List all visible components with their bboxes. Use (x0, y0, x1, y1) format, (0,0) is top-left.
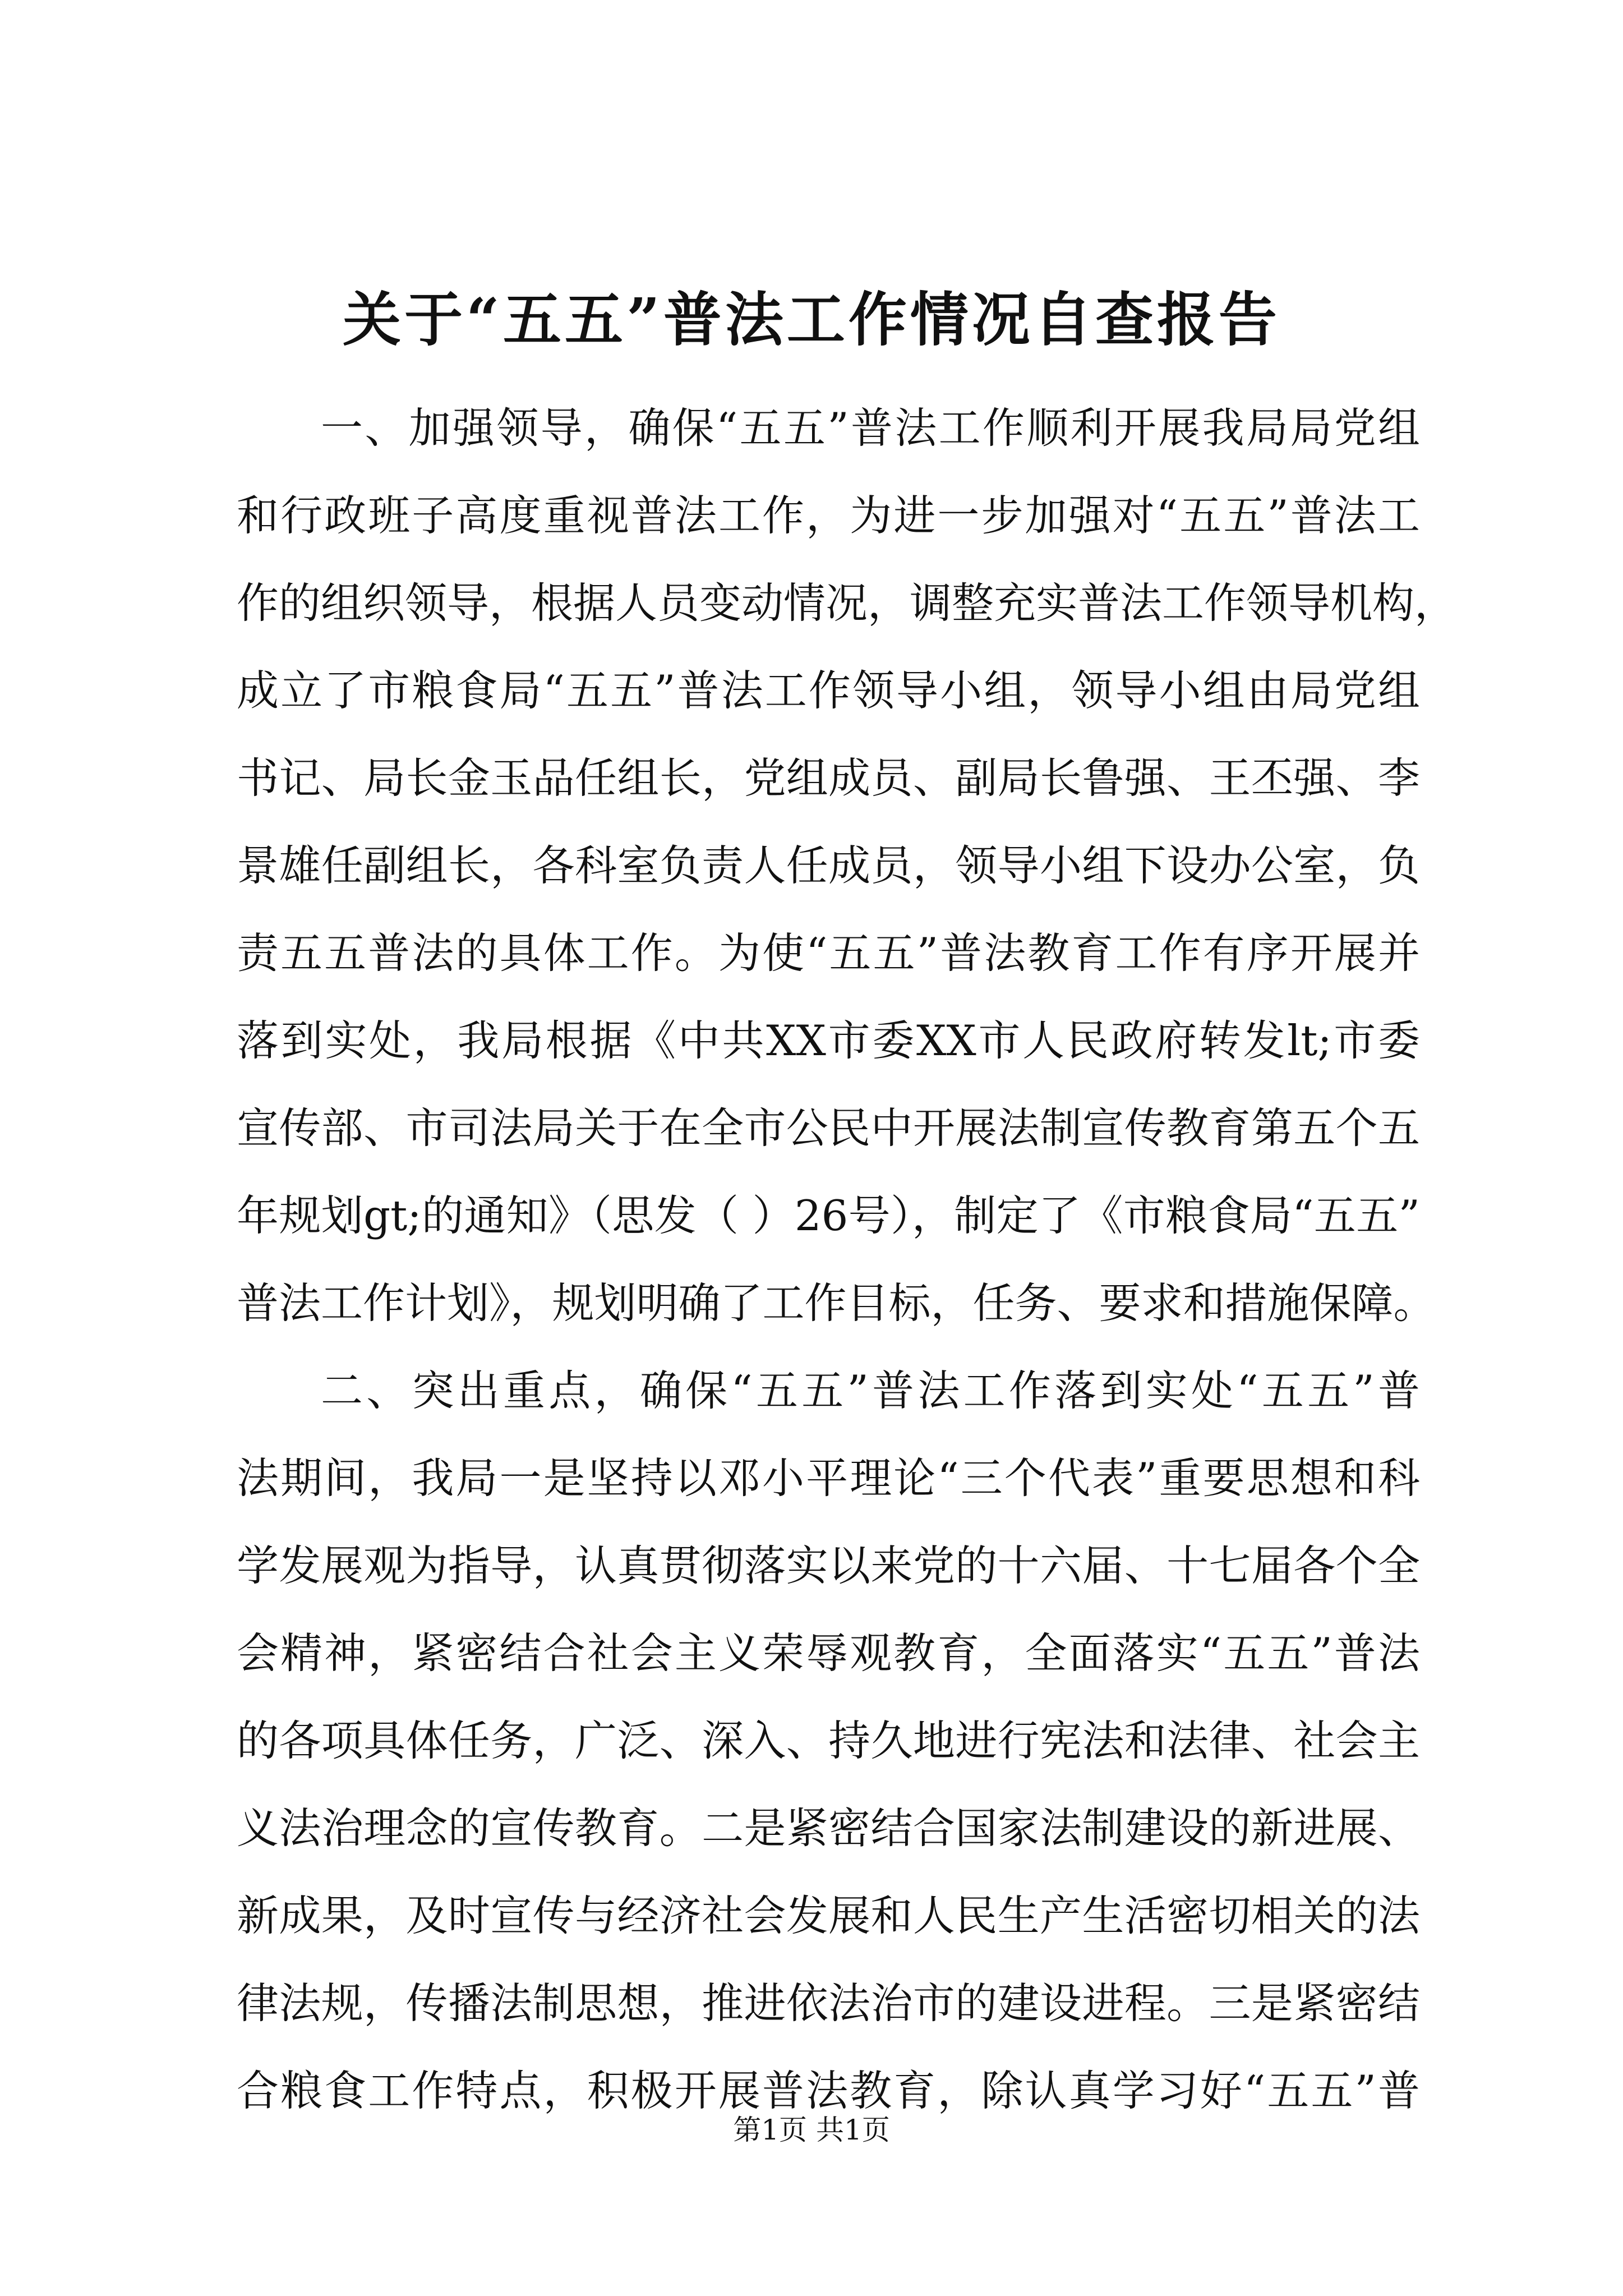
paragraph-2-line-9: 合粮食工作特点，积极开展普法教育，除认真学习好“五五”普 (237, 2066, 1420, 2115)
document-title: 关于“五五”普法工作情况自查报告 (343, 285, 1280, 354)
paragraph-2-line-4: 会精神，紧密结合社会主义荣辱观教育，全面落实“五五”普法 (237, 1628, 1420, 1678)
paragraph-1-line-4: 成立了市粮食局“五五”普法工作领导小组，领导小组由局党组 (237, 666, 1420, 715)
paragraph-2-line-8: 律法规，传播法制思想，推进依法治市的建设进程。三是紧密结 (237, 1978, 1420, 2028)
paragraph-2-line-3: 学发展观为指导，认真贯彻落实以来党的十六届、十七届各个全 (237, 1541, 1420, 1590)
paragraph-1-line-10: 年规划gt;的通知》（思发（ ）26号），制定了《市粮食局“五五” (237, 1191, 1420, 1240)
page-number-footer: 第1页 共1页 (733, 2114, 890, 2146)
paragraph-2-line-1: 二、突出重点，确保“五五”普法工作落到实处“五五”普 (321, 1366, 1420, 1415)
paragraph-1-line-9: 宣传部、市司法局关于在全市公民中开展法制宣传教育第五个五 (237, 1103, 1420, 1153)
paragraph-1-line-3: 作的组织领导，根据人员变动情况，调整充实普法工作领导机构， (237, 578, 1457, 628)
paragraph-2-line-2: 法期间，我局一是坚持以邓小平理论“三个代表”重要思想和科 (237, 1453, 1420, 1503)
paragraph-1-line-8: 落到实处，我局根据《中共XX市委XX市人民政府转发lt;市委 (237, 1016, 1420, 1065)
paragraph-1-line-5: 书记、局长金玉品任组长，党组成员、副局长鲁强、王丕强、李 (237, 753, 1420, 803)
paragraph-1-line-1: 一、加强领导，确保“五五”普法工作顺利开展我局局党组 (321, 403, 1420, 453)
paragraph-1-line-7: 责五五普法的具体工作。为使“五五”普法教育工作有序开展并 (237, 928, 1420, 978)
paragraph-2-line-5: 的各项具体任务，广泛、深入、持久地进行宪法和法律、社会主 (237, 1716, 1420, 1765)
document-body (237, 384, 1457, 2134)
paragraph-2-line-7: 新成果，及时宣传与经济社会发展和人民生产生活密切相关的法 (237, 1891, 1420, 1940)
paragraph-1-line-2: 和行政班子高度重视普法工作，为进一步加强对“五五”普法工 (237, 491, 1420, 540)
paragraph-2-line-6: 义法治理念的宣传教育。二是紧密结合国家法制建设的新进展、 (237, 1803, 1420, 1853)
paragraph-1-line-6: 景雄任副组长，各科室负责人任成员，领导小组下设办公室，负 (237, 841, 1420, 890)
paragraph-1-line-11: 普法工作计划》，规划明确了工作目标，任务、要求和措施保障。 (237, 1278, 1436, 1328)
